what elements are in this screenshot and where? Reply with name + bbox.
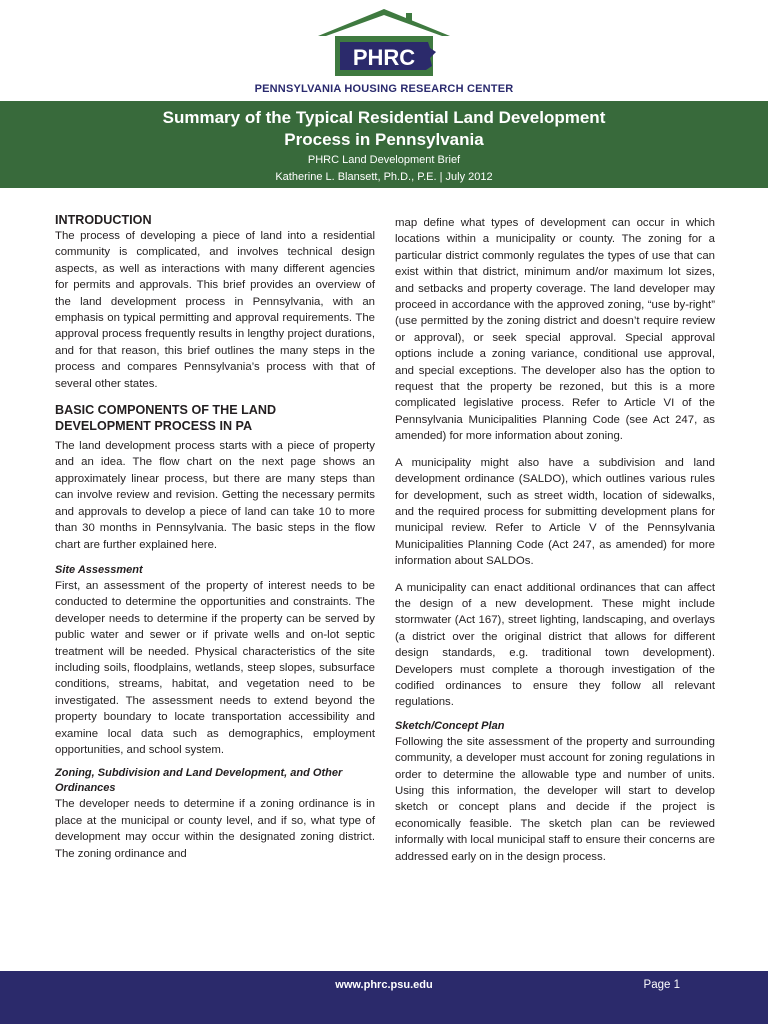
organization-name: PENNSYLVANIA HOUSING RESEARCH CENTER [254,83,514,95]
zoning-paragraph: The developer needs to determine if a zoning ordinance is in place at the municipal or county level, and if so, what type of development may occur within the designated zoning district. The zoning ordinance and [55,798,375,860]
website-link[interactable]: www.phrc.psu.edu [335,979,433,991]
saldo-paragraph: A municipality might also have a subdivision and land development ordinance (SALDO), which outlines various rules for development, such as street width, location of sidewalks, and the required process for submitting development plans for municipal review. Refer to Article V of the Pennsylvania Municipalities Planning Code (Act 247, as amended) for more information about SALDOs. [395,456,715,568]
site-assessment-heading: Site Assessment [55,563,143,576]
site-assessment-paragraph: First, an assessment of the property of interest needs to be conducted to determine the opportunities and constraints. The developer needs to determine if the property can be served by public water and sewer or if private wells and on-lot septic treatment will be needed. Physical characteristics of the site including soils, floodplains, wetlands, steep slopes, subsurface conditions, streams, habitat, and vegetation need to be investigated. The assessment needs to extend beyond the property boundary to locate transportation accessibility and examine local data such as demographics, employment opportunities, and school system. [55,579,375,756]
sketch-concept-heading: Sketch/Concept Plan [395,719,505,732]
page-number: Page 1 [643,979,680,991]
basic-components-heading: BASIC COMPONENTS OF THE LAND DEVELOPMENT PROCESS IN PA [55,403,277,434]
introduction-heading: INTRODUCTION [55,213,152,227]
right-column [395,215,715,865]
zoning-heading: Zoning, Subdivision and Land Development, and Other Ordinances [55,767,343,795]
phrc-logo [0,0,768,80]
title-line-1: Summary of the Typical Residential Land Development [162,108,606,127]
title-line-2: Process in Pennsylvania [284,130,484,149]
logo-text: PHRC [352,45,416,70]
basic-components-paragraph: The land development process starts with a piece of property and an idea. The flow chart on the next page shows an approximately linear process, but there are many steps than can involve review and revision. Getting the necessary permits and approvals to develop a piece of land can take 10 to more than 30 months in Pennsylvania. The basic steps in the flow chart are further explained here. [55,440,375,551]
sketch-concept-paragraph: Following the site assessment of the property and surrounding community, a developer must account for zoning regulations in order to determine the allowable type and number of units. Using this information, the developer will start to develop sketch or concept plans and decide if the project is economically feasible. The sketch plan can be reviewed informally with local municipal staff to ensure their concerns are addressed early on in the design process. [395,735,715,863]
byline: Katherine L. Blansett, Ph.D., P.E. | July 2012 [275,171,493,183]
additional-ordinances-paragraph: A municipality can enact additional ordinances that can affect the design of a new development. These might include stormwater (Act 167), street lighting, landscaping, and overlays (a district over the original district that allows for different design standards, e.g. traditional town development). Developers must complete a thorough investigation of the codified ordinances to ensure they follow all relevant regulations. [395,581,715,709]
zoning-continued-paragraph: map define what types of development can occur in which locations within a municipality or county. The zoning for a particular district commonly regulates the types of use that can exist within that district, minimum and/or maximum lot sizes, and setbacks and property coverage. The land developer may proceed in accordance with the approved zoning, “use by-right” (use permitted by the zoning district and doesn’t require review or approval), or seek special approval. Special approval options include a zoning variance, conditional use approval, and special exceptions. The developer also has the option to request that the property be rezoned, but this is a more complicated legislative process. Refer to Article VI of the Pennsylvania Municipalities Planning Code (see Act 247, as amended) for more information about zoning. [395,217,715,443]
subtitle: PHRC Land Development Brief [307,154,461,166]
title-banner [0,101,768,188]
page-footer [0,971,768,1024]
introduction-paragraph: The process of developing a piece of land into a residential community is complicated, and involves technical design aspects, as well as interactions with many different agencies for permits and approvals. This brief provides an overview of the land development process in Pennsylvania, with an emphasis on typical permitting and approval requirements. The approval process frequently results in lengthy project durations, and for that reason, this brief outlines the many steps in the process and compares Pennsylvania’s process with that of several other states. [55,230,375,390]
left-column [55,212,375,862]
